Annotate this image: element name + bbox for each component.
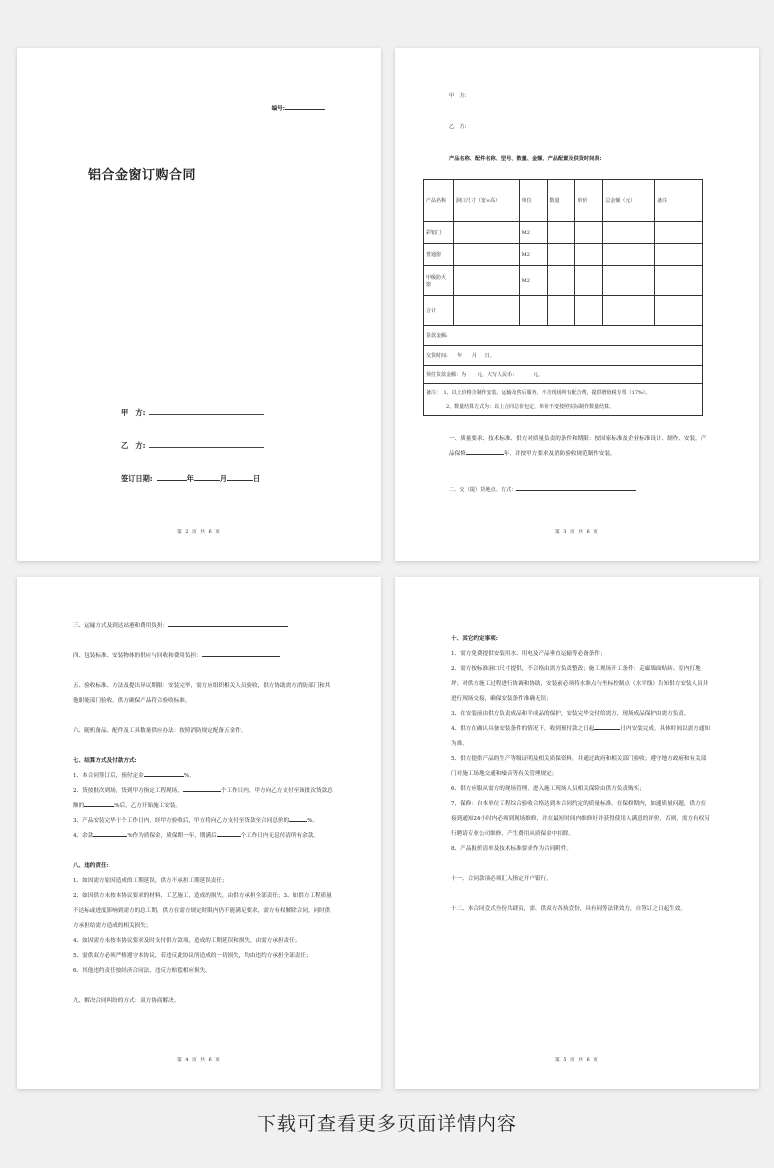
clause-8-1: 1、如因需方原因造成的工期延误，供方不承担工期延误责任； (73, 878, 228, 884)
table-row (424, 266, 703, 296)
clause-7-2: 2、货按批次到场，货到甲方指定工程现场， 个工作日内，甲方向乙方支付至该批次货款总额的 %后，乙方开始施工安装。 (73, 788, 333, 809)
clause-8-6: 6、其他违约责任按经济合同法，违反方赔偿相应损失。 (73, 968, 211, 974)
note-1: 备注： 1、以上价格含制作安装、运输及售后服务，不含现场所有配合费，提供增值税专票（17%）。 (426, 389, 651, 396)
table-row (424, 296, 703, 326)
terms-block (73, 619, 333, 1009)
page-number: 第 5 页 共 6 页 (555, 1058, 599, 1063)
clause-4: 四、包装标准、安装物体的供应与回收和费用负担： (73, 649, 333, 664)
clause-5: 五、验收标准、方法及提出异议期限：安装完毕，需方应组织相关人员验收，供方协助需方消防部门和其他职能部门验收，供方确保产品符合验收标准。 (73, 683, 331, 704)
day-label: 日 (253, 474, 261, 483)
row-unit: M2 (519, 222, 547, 244)
row-name: 合计 (424, 296, 454, 326)
year-label: 年 (186, 474, 194, 483)
header-cell: 数量 (547, 180, 575, 222)
clause-10-7: 7、保修：自本单位工程综合验收合格达到本合同约定的质量标准，在保修期内，如通质量问题，供方在接到通知24小时内必须到现场维修，并在最短时间内维修好并获得使用人满意的评价，否则，需方有权另行聘请专业公司维修，产生费用从质保金中扣除。 (451, 801, 710, 837)
party-b-label: 乙 方: (449, 124, 467, 130)
header-cell: 总金额（元） (603, 180, 655, 222)
table-row (424, 366, 703, 384)
table-row (424, 346, 703, 366)
clause-10-2: 2、需方按标准洞口尺寸提供，不合格由需方负责整改；施工现场开工条件：走廊墙面贴砖、室内打地坪；对供方施工过程进行协调和协助，安装前必须将水准点与坐标控制点（水平线）告知供方安装人员并进行现场交接，确保安装条件准确无误； (451, 666, 709, 702)
party-a-row (121, 408, 264, 418)
table-row (424, 244, 703, 266)
clause-10-8: 8、产品报价清单及技术标准要求作为合同附件。 (451, 846, 573, 852)
terms-block (451, 632, 711, 917)
clause-3: 三、运输方式及到达站港和费用负担： (73, 619, 333, 634)
row-name: 普通窗 (424, 244, 454, 266)
row-unit (519, 296, 547, 326)
header-cell: 洞口尺寸（宽×高） (453, 180, 519, 222)
page-title: 铝合金窗订购合同 (87, 168, 196, 183)
party-a-label: 甲 方: (121, 408, 146, 417)
header-cell: 备注 (655, 180, 703, 222)
clause-10-5: 5、供方提供产品的生产等级证明及相关质保资料，并通过政府和相关部门验收；遵守地方政府和有关部门对施工场地交通和噪音等有关管理规定； (451, 756, 707, 777)
clause-8-2: 2、如因供方未按本协议要求的材料、工艺施工，造成的损失，由供方承担全部责任；3、如供方工程质量不达标或进度影响到需方的总工期，供方在需方规定时限内仍不能满足要求，需方有权解除合同，同时供方承担给需方造成的相关损失； (73, 893, 332, 929)
delivery-cell: 交货时间: 年 月 日。 (424, 346, 703, 366)
party-b-label: 乙 方: (121, 441, 146, 450)
month-label: 月 (219, 474, 228, 483)
clause-11: 十一、合同款项必须汇入指定开户银行。 (451, 876, 552, 882)
clause-8-5: 5、需供双方必须严格遵守本协议，若违反此协议所造成的一切损失，均由违约方承担全部责任； (73, 953, 312, 959)
page-number: 第 4 页 共 6 页 (177, 1058, 221, 1063)
party-a-label: 甲 方: (449, 93, 467, 99)
clause-10: 十、其它约定事项: (451, 636, 498, 642)
year-line (157, 475, 187, 481)
table-header-row (424, 180, 703, 222)
clause-10-6: 6、供方应服从需方的现场管理，进入施工现场人员相关保险由供方负责购买； (451, 786, 645, 792)
clause-1: 一、质量要求、技术标准、供方对质量负责的条件和期限：按国家标准及企业标准设计、制作、安装。产品保修 年，并按甲方要求及消防验收规范制作安装。 (449, 436, 707, 457)
download-caption: 下载可查看更多页面详情内容 (256, 1113, 517, 1135)
row-name: 甲级防火窗 (424, 266, 454, 296)
table-heading: 产品名称、配件名称、型号、数量、金额、产品配置及供货时间表: (449, 156, 602, 162)
page-number: 第 3 页 共 6 页 (555, 530, 599, 535)
header-cell: 产品名称 (424, 180, 454, 222)
clause-10-3: 3、在安装前由供方负责成品和半成品的保护，安装完毕交付给需方，现场成品保护由需方负责。 (451, 711, 690, 717)
month-line (194, 475, 220, 481)
clause-2: 二、交（提）货地点、方式： (449, 485, 636, 493)
day-line (227, 475, 253, 481)
party-a-line (149, 408, 264, 415)
contract-number-line (285, 104, 325, 110)
party-b-line (149, 441, 264, 448)
row-unit: M2 (519, 244, 547, 266)
sign-date-label: 签订日期: (121, 474, 153, 483)
contract-page-terms-1 (17, 577, 381, 1089)
page-number: 第 2 页 共 6 页 (177, 530, 221, 535)
party-b-row (121, 441, 264, 451)
clause-7-3: 3、产品安装完毕于个工作日内，经甲方验收后，甲方将向乙方支付至货款至合同总价的 %。 (73, 818, 319, 824)
clause-9: 九、解决合同纠纷的方式：双方协商解决。 (73, 998, 180, 1004)
contract-page-table (395, 48, 759, 561)
clause-7-1: 1、本合同签订后，预付定金 %。 (73, 773, 195, 779)
clause-6: 六、随机备品、配件及工具数量供应办法：按照消防规定配备五金件。 (73, 728, 247, 734)
clause-10-4: 4、供方在确认具备安装条件的情况下，收到预付款之日起 日内安装完成，具体时间以需方通知为准。 (451, 726, 710, 747)
product-table (423, 179, 703, 416)
row-unit: M2 (519, 266, 547, 296)
header-cell: 单位 (519, 180, 547, 222)
table-row (424, 384, 703, 416)
contract-page-terms-2 (395, 577, 759, 1089)
watermark (71, 298, 90, 323)
clause-8: 八、违约责任: (73, 863, 109, 869)
amount-cell: 货款金额: (424, 326, 703, 346)
clause-8-4: 4、如因需方未按本协议要求及时支付供方款项，造成的工期延误和损失，由需方承担责任； (73, 938, 301, 944)
table-row (424, 222, 703, 244)
clause-7-4: 4、余款 %作为质保金，质保期一年，期满后 个工作日内无息付清所有余款。 (73, 833, 319, 839)
contract-number-label: 编号: (271, 106, 285, 112)
clause-7: 七、结算方式及付款方式: (73, 758, 137, 764)
notes-cell (424, 384, 703, 416)
contract-number (272, 104, 325, 112)
table-row (424, 326, 703, 346)
clause-12: 十二、本合同壹式叁份共肆页，需、供双方各执壹份，具有同等法律效力，自签订之日起生效。 (451, 906, 686, 912)
row-name: 彩铝门 (424, 222, 454, 244)
header-cell: 单价 (575, 180, 603, 222)
note-2: 2、数量结算方式为：以上合同总价包定，单价不变按照实际制作数量结算。 (446, 403, 615, 410)
contract-page-cover (17, 48, 381, 561)
sign-date-row (121, 474, 260, 484)
clause-10-1: 1、需方免费提供安装用水、用电及产品垂直运输等必备条件； (451, 651, 606, 657)
prepay-cell: 预付货款金额：为 元，大写人民币： 元。 (424, 366, 703, 384)
